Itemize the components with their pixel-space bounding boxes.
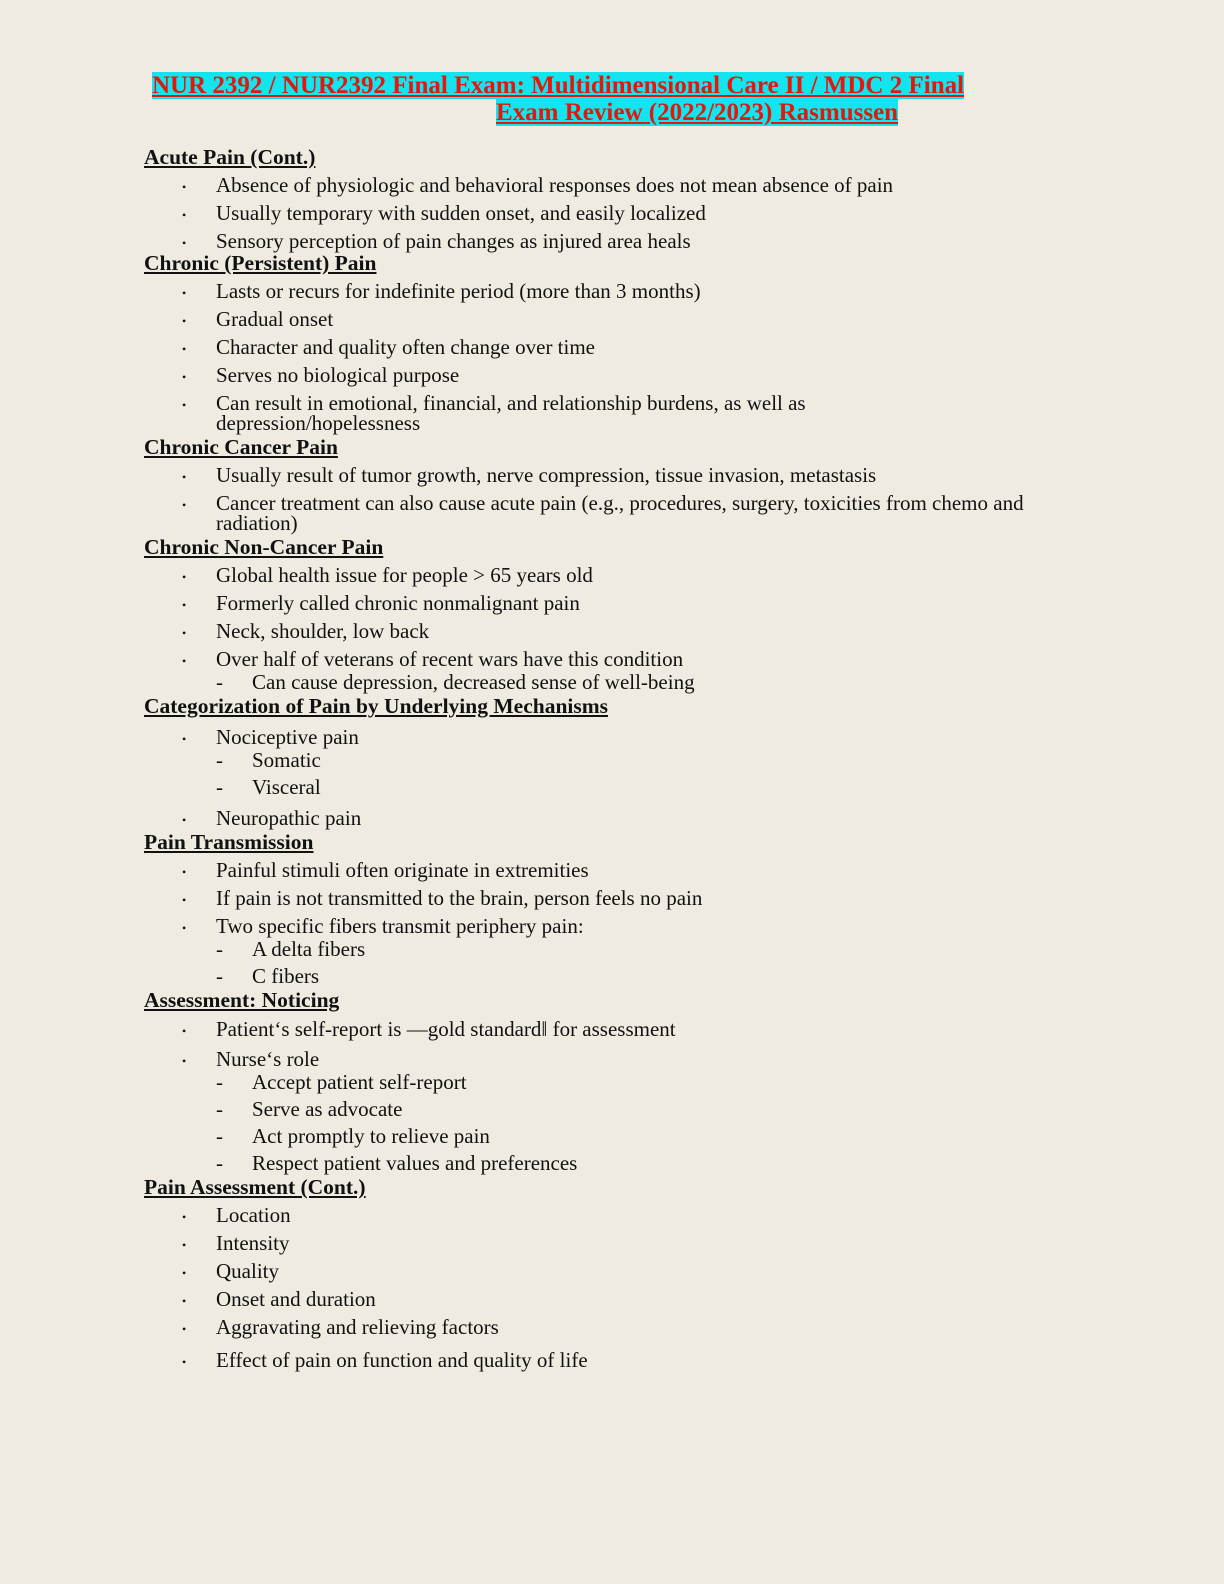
heading-chronic-pain: Chronic (Persistent) Pain	[144, 251, 377, 275]
dash-marker: -	[216, 670, 223, 694]
bullet-icon: •	[182, 813, 187, 827]
list-item: • Nurse‘s role	[182, 1047, 320, 1071]
bullet-icon: •	[182, 498, 187, 512]
list-item: • Patient‘s self-report is ―gold standard‖ for assessment	[182, 1017, 676, 1041]
sub-list-item: - Somatic	[216, 748, 321, 772]
bullet-icon: •	[182, 626, 187, 640]
heading-pain-mechanisms: Categorization of Pain by Underlying Mechanisms	[144, 694, 609, 718]
bullet-icon: •	[182, 1294, 187, 1308]
list-item: • Gradual onset	[182, 307, 334, 331]
sub-list-item: - Accept patient self-report	[216, 1070, 467, 1094]
sub-list-item: - A delta fibers	[216, 937, 366, 961]
list-item: • Global health issue for people > 65 years old	[182, 563, 593, 587]
bullet-icon: •	[182, 1210, 187, 1224]
dash-marker: -	[216, 748, 223, 772]
list-item: • Character and quality often change over time	[182, 335, 596, 359]
heading-chronic-cancer-pain: Chronic Cancer Pain	[144, 435, 338, 459]
dash-marker: -	[216, 1124, 223, 1148]
sub-list-item: - Respect patient values and preferences	[216, 1151, 578, 1175]
bullet-icon: •	[182, 1024, 187, 1038]
bullet-icon: •	[182, 208, 187, 222]
sub-list-item: - Serve as advocate	[216, 1097, 403, 1121]
page-title	[0, 72, 1224, 126]
list-item: • Lasts or recurs for indefinite period (more than 3 months)	[182, 279, 701, 303]
heading-acute-pain: Acute Pain (Cont.)	[144, 145, 316, 169]
bullet-icon: •	[182, 314, 187, 328]
dash-marker: -	[216, 937, 223, 961]
list-item: • Sensory perception of pain changes as injured area heals	[182, 229, 691, 253]
sub-list-item: - Can cause depression, decreased sense of well-being	[216, 670, 695, 694]
list-item: • Formerly called chronic nonmalignant pain	[182, 591, 580, 615]
bullet-icon: •	[182, 570, 187, 584]
sub-list-item: - Act promptly to relieve pain	[216, 1124, 490, 1148]
bullet-icon: •	[182, 1238, 187, 1252]
dash-marker: -	[216, 1070, 223, 1094]
list-item: • Serves no biological purpose	[182, 363, 460, 387]
list-item: • Painful stimuli often originate in extremities	[182, 858, 589, 882]
dash-marker: -	[216, 775, 223, 799]
bullet-icon: •	[182, 370, 187, 384]
list-item: • Neck, shoulder, low back	[182, 619, 430, 643]
title-line-2: Exam Review (2022/2023) Rasmussen	[496, 99, 899, 126]
bullet-icon: •	[182, 921, 187, 935]
list-item: • Location	[182, 1203, 291, 1227]
list-item: • Usually result of tumor growth, nerve compression, tissue invasion, metastasis	[182, 463, 877, 487]
heading-assessment-noticing: Assessment: Noticing	[144, 988, 340, 1012]
dash-marker: -	[216, 964, 223, 988]
list-item: • If pain is not transmitted to the brain, person feels no pain	[182, 886, 703, 910]
list-item: • Can result in emotional, financial, and relationship burdens, as well as depression/hopelessness	[182, 391, 806, 435]
list-item: • Two specific fibers transmit periphery pain:	[182, 914, 584, 938]
bullet-icon: •	[182, 1355, 187, 1369]
bullet-icon: •	[182, 654, 187, 668]
list-item: • Over half of veterans of recent wars have this condition	[182, 647, 684, 671]
list-item: • Absence of physiologic and behavioral responses does not mean absence of pain	[182, 173, 894, 197]
list-item: • Usually temporary with sudden onset, and easily localized	[182, 201, 706, 225]
heading-pain-transmission: Pain Transmission	[144, 830, 314, 854]
heading-chronic-non-cancer-pain: Chronic Non-Cancer Pain	[144, 535, 384, 559]
list-item: • Onset and duration	[182, 1287, 376, 1311]
sub-list-item: - C fibers	[216, 964, 320, 988]
bullet-icon: •	[182, 342, 187, 356]
bullet-icon: •	[182, 1054, 187, 1068]
dash-marker: -	[216, 1097, 223, 1121]
document-body	[144, 145, 1044, 1378]
bullet-icon: •	[182, 180, 187, 194]
list-item: • Intensity	[182, 1231, 290, 1255]
bullet-icon: •	[182, 865, 187, 879]
list-item: • Effect of pain on function and quality of life	[182, 1348, 588, 1372]
list-item: • Nociceptive pain	[182, 725, 359, 749]
dash-marker: -	[216, 1151, 223, 1175]
bullet-icon: •	[182, 732, 187, 746]
bullet-icon: •	[182, 398, 187, 412]
list-item: • Aggravating and relieving factors	[182, 1315, 499, 1339]
bullet-icon: •	[182, 236, 187, 250]
bullet-icon: •	[182, 1322, 187, 1336]
list-item: • Neuropathic pain	[182, 806, 362, 830]
bullet-icon: •	[182, 598, 187, 612]
list-item: • Quality	[182, 1259, 279, 1283]
heading-pain-assessment: Pain Assessment (Cont.)	[144, 1175, 366, 1199]
bullet-icon: •	[182, 470, 187, 484]
bullet-icon: •	[182, 893, 187, 907]
title-line-1: NUR 2392 / NUR2392 Final Exam: Multidimensional Care II / MDC 2 Final	[152, 72, 965, 99]
bullet-icon: •	[182, 286, 187, 300]
list-item: • Cancer treatment can also cause acute pain (e.g., procedures, surgery, toxicities from chemo and radiation)	[182, 491, 1024, 535]
bullet-icon: •	[182, 1266, 187, 1280]
sub-list-item: - Visceral	[216, 775, 321, 799]
